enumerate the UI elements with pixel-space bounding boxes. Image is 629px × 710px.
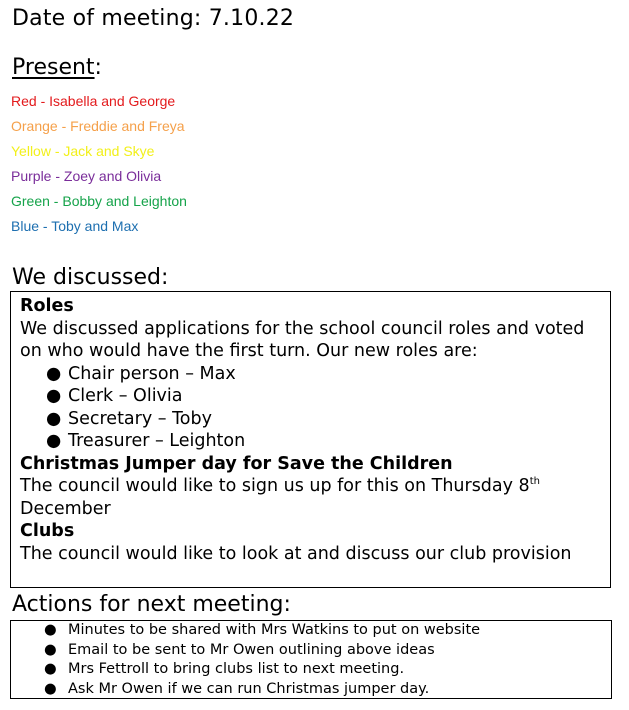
actions-heading: Actions for next meeting: [12,592,291,617]
clubs-text: The council would like to look at and discuss our club provision [20,543,572,564]
actions-box [10,620,612,699]
action-item-text: Minutes to be shared with Mrs Watkins to put on website [68,622,481,638]
role-item [20,363,606,386]
discussion-box [10,291,611,588]
bullet-icon: ● [46,386,62,406]
action-item [11,660,480,680]
jumper-text-date: December [20,498,111,519]
bullet-icon: ● [44,661,57,677]
roles-text: We discussed applications for the school council roles and voted on who would have the first turn. Our new roles are: [20,318,585,361]
action-item [11,680,480,700]
bullet-icon: ● [46,408,62,429]
discussed-heading: We discussed: [12,265,169,290]
jumper-title: Christmas Jumper day for Save the Children [20,453,453,474]
present-groups-list [11,93,187,243]
meeting-date: Date of meeting: 7.10.22 [12,6,295,31]
role-item-text: Treasurer – Leighton [68,431,246,451]
role-item [20,408,606,431]
action-item-text: Email to be sent to Mr Owen outlining above ideas [68,641,435,658]
role-item-text: Secretary – Toby [68,408,212,429]
bullet-icon: ● [44,680,57,697]
actions-list [11,621,480,699]
bullet-icon: ● [44,622,57,638]
present-heading-text: Present [12,55,95,80]
group-yellow: Yellow - Jack and Skye [11,143,155,159]
discussion-content [20,295,606,565]
action-item [11,621,480,641]
present-heading [12,55,102,80]
roles-list [20,363,606,453]
action-item [11,641,480,661]
jumper-text-sup: th [529,476,540,487]
roles-title: Roles [20,296,74,316]
group-orange: Orange - Freddie and Freya [11,118,185,134]
clubs-title: Clubs [20,521,75,541]
group-red: Red - Isabella and George [11,93,176,109]
role-item [20,430,606,453]
group-purple: Purple - Zoey and Olivia [11,168,162,184]
bullet-icon: ● [46,431,62,451]
action-item-text: Mrs Fettroll to bring clubs list to next meeting. [68,661,405,677]
group-blue: Blue - Toby and Max [11,218,139,234]
group-green: Green - Bobby and Leighton [11,193,187,209]
bullet-icon: ● [46,363,62,384]
role-item-text: Clerk – Olivia [68,386,183,406]
role-item-text: Chair person – Max [68,363,236,384]
action-item-text: Ask Mr Owen if we can run Christmas jumper day. [68,680,430,697]
jumper-text-main: The council would like to sign us up for this on Thursday 8 [20,476,530,496]
present-heading-colon: : [94,55,102,80]
jumper-text [20,475,606,498]
role-item [20,385,606,408]
bullet-icon: ● [44,641,57,658]
